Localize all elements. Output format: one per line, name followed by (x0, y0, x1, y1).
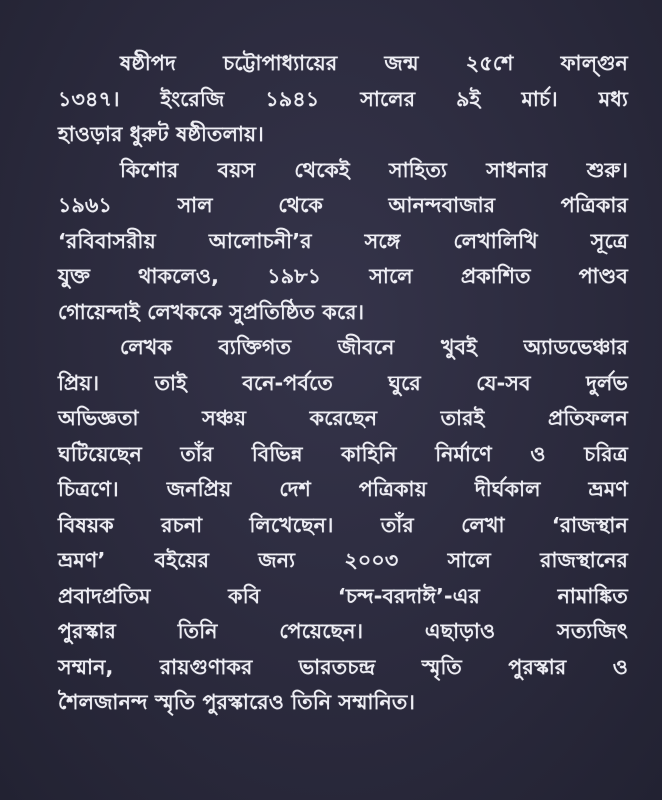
text-line: ১৯৬১ সাল থেকে আনন্দবাজার পত্রিকার (58, 193, 628, 217)
bio-paragraph-birth (58, 46, 628, 153)
text-line: প্রিয়। তাই বনে-পর্বতে ঘুরে যে-সব দুর্লভ (58, 370, 628, 395)
text-line: লেখক ব্যক্তিগত জীবনে খুবই অ্যাডভেঞ্চার (120, 335, 628, 359)
text-line: বিষয়ক রচনা লিখেছেন। তাঁর লেখা ‘রাজস্থান (58, 512, 628, 537)
text-line: প্রবাদপ্রতিম কবি ‘চন্দ-বরদাঈ’-এর নামাঙ্কিত (58, 583, 628, 608)
text-line: হাওড়ার ধুরুট ষষ্ঠীতলায়। (58, 122, 264, 146)
text-line: ষষ্ঠীপদ চট্টোপাধ্যায়ের জন্ম ২৫শে ফাল্গুন (120, 51, 628, 75)
text-line: যুক্ত থাকলেও, ১৯৮১ সালে প্রকাশিত পাণ্ডব (58, 264, 628, 288)
text-line: পুরস্কার তিনি পেয়েছেন। এছাড়াও সত্যজিৎ (58, 619, 628, 643)
text-line: অভিজ্ঞতা সঞ্চয় করেছেন তারই প্রতিফলন (58, 406, 628, 430)
text-line: কিশোর বয়স থেকেই সাহিত্য সাধনার শুরু। (120, 157, 628, 182)
text-line: চিত্রণে। জনপ্রিয় দেশ পত্রিকায় দীর্ঘকাল ভ্রমণ (58, 477, 628, 501)
text-line: ঘটিয়েছেন তাঁর বিভিন্ন কাহিনি নির্মাণে ও চরিত্র (58, 441, 628, 466)
bio-paragraph-awards (58, 330, 628, 721)
text-line: শৈলজানন্দ স্মৃতি পুরস্কারেও তিনি সম্মানিত। (58, 690, 416, 714)
bio-paragraph-career (58, 153, 628, 331)
text-line: সম্মান, রায়গুণাকর ভারতচন্দ্র স্মৃতি পুরস্কার ও (58, 654, 628, 679)
text-line: ‘রবিবাসরীয় আলোচনী’র সঙ্গে লেখালিখি সূত্রে (58, 228, 628, 253)
text-line: গোয়েন্দাই লেখককে সুপ্রতিষ্ঠিত করে। (58, 299, 365, 324)
text-line: ১৩৪৭। ইংরেজি ১৯৪১ সালের ৯ই মার্চ। মধ্য (58, 86, 628, 111)
text-line: ভ্রমণ’ বইয়ের জন্য ২০০৩ সালে রাজস্থানের (58, 548, 628, 572)
